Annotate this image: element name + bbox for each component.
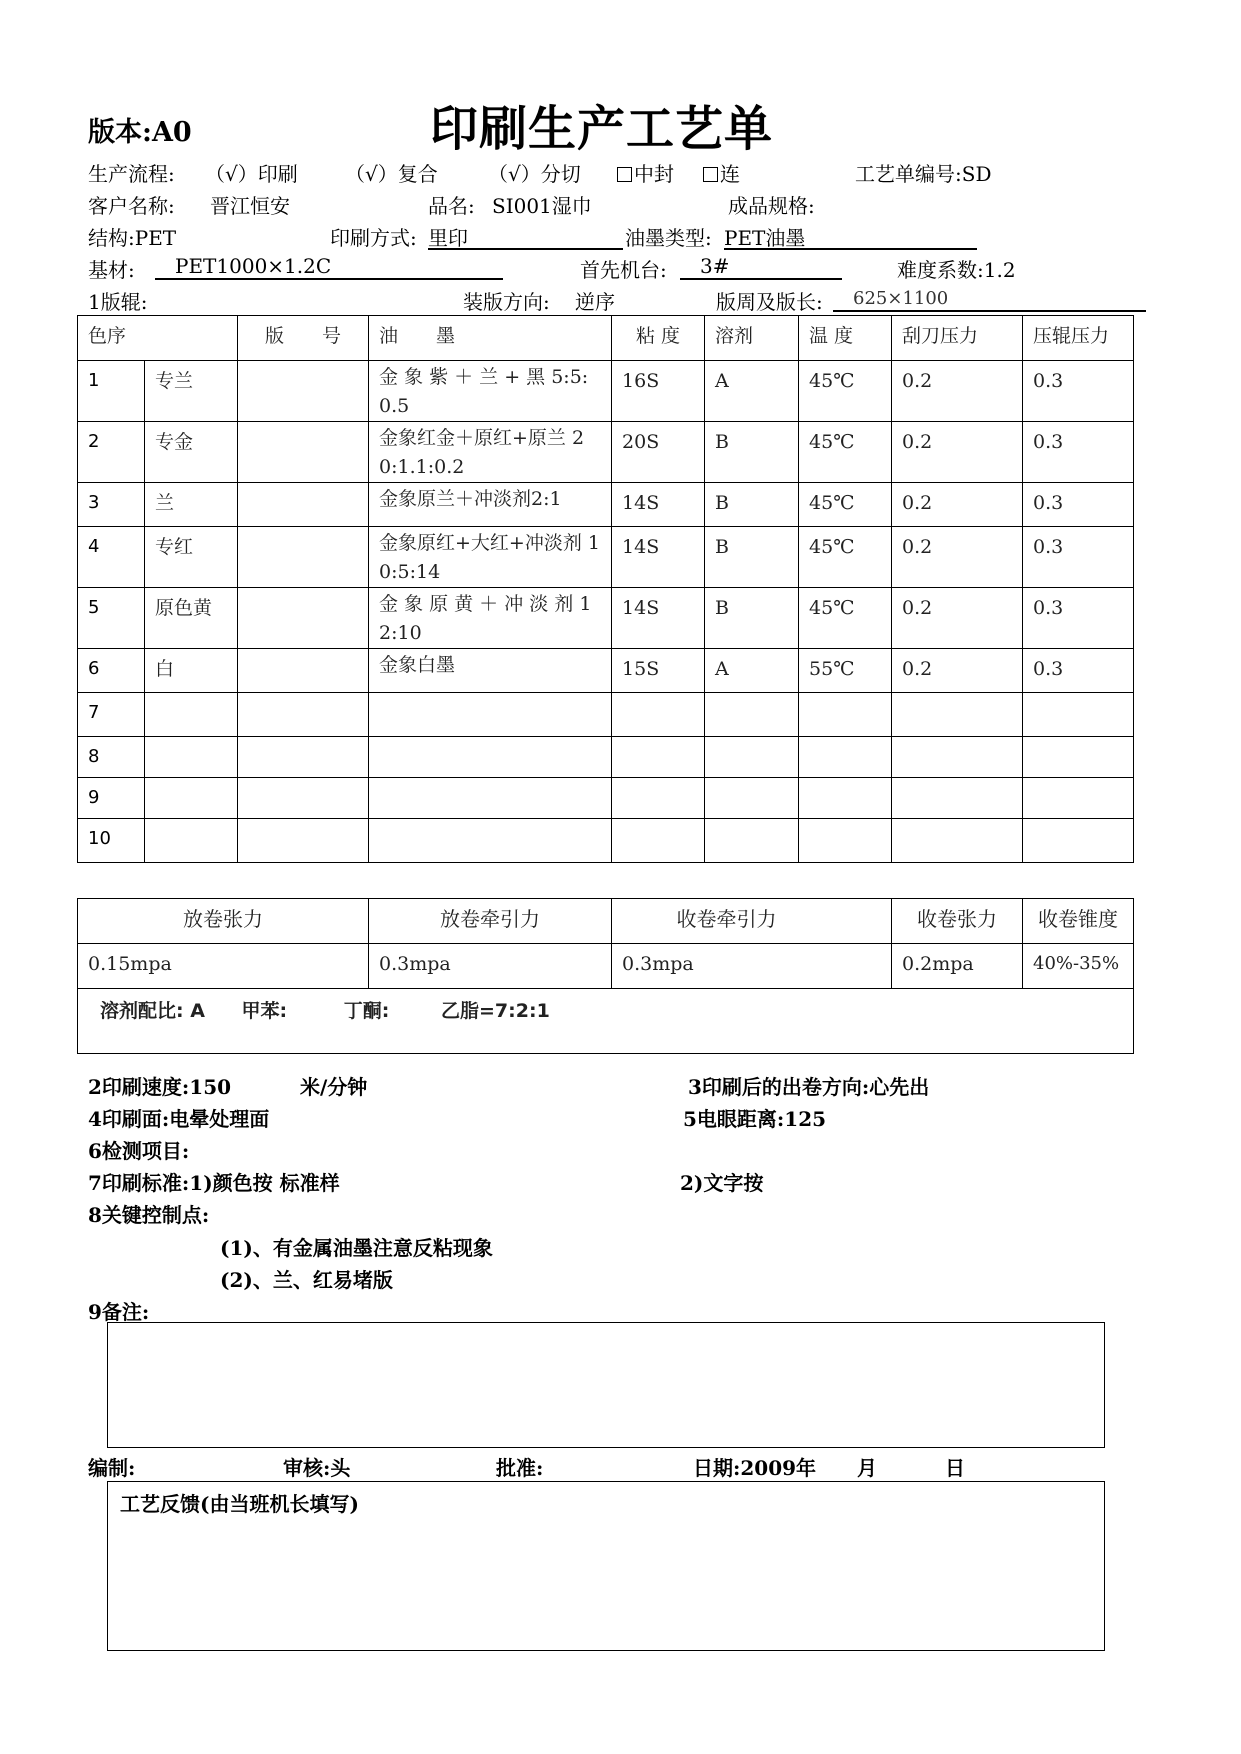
plate-number-cell[interactable] [238,819,369,863]
table-row [78,778,1134,819]
viscosity-cell[interactable] [612,737,705,778]
rewind-taper-header: 收卷锥度 [1023,899,1134,944]
rewind-tension-header: 收卷张力 [892,899,1023,944]
rewind-direction: 3印刷后的出卷方向:心先出 [688,1075,930,1099]
col-header-blade-pressure: 刮刀压力 [892,316,1023,361]
ink-recipe-cell[interactable] [369,693,612,737]
product-label: 品名: [428,194,475,218]
temperature-cell[interactable]: 45℃ [799,361,892,422]
approver-label: 批准: [496,1456,544,1480]
color-index-cell[interactable]: 9 [78,778,145,819]
spec-label: 成品规格: [728,194,815,218]
tension-value-row [78,944,1134,989]
mount-direction-value: 逆序 [575,290,615,314]
temperature-cell[interactable]: 45℃ [799,588,892,649]
color-name-cell[interactable] [145,693,238,737]
product-value: SI001湿巾 [492,194,592,218]
feedback-box[interactable] [107,1481,1105,1651]
version-label: 版本:A0 [88,117,192,148]
viscosity-cell[interactable]: 14S [612,527,705,588]
table-row [78,422,1134,483]
ink-recipe-cell[interactable]: 金 象 原 黄 ＋ 冲 淡 剂 12:10 [369,588,612,649]
ink-recipe-cell[interactable] [369,819,612,863]
blade-pressure-cell[interactable]: 0.2 [892,361,1023,422]
blade-pressure-cell[interactable] [892,778,1023,819]
process-table [77,315,1134,863]
table-row [78,527,1134,588]
col-header-solvent: 溶剂 [705,316,799,361]
roller-pressure-cell[interactable]: 0.3 [1023,422,1134,483]
ink-recipe-cell[interactable]: 金象红金＋原红+原兰 20:1.1:0.2 [369,422,612,483]
reviewer-label: 审核:头 [283,1456,351,1480]
temperature-cell[interactable] [799,737,892,778]
rewind-traction-header: 收卷牵引力 [612,899,892,944]
rewind-taper-value: 40%-35% [1023,944,1134,989]
plate-number-cell[interactable] [238,422,369,483]
color-name-cell[interactable]: 兰 [145,483,238,527]
blade-pressure-cell[interactable]: 0.2 [892,649,1023,693]
solvent-cell[interactable] [705,737,799,778]
viscosity-cell[interactable]: 14S [612,483,705,527]
solvent-cell[interactable]: A [705,361,799,422]
blade-pressure-cell[interactable] [892,693,1023,737]
color-index-cell[interactable]: 4 [78,527,145,588]
col-header-viscosity: 粘 度 [612,316,705,361]
color-index-cell[interactable]: 3 [78,483,145,527]
col-header-plate-no: 版 号 [238,316,369,361]
color-index-cell[interactable]: 8 [78,737,145,778]
solvent-cell[interactable]: B [705,588,799,649]
viscosity-cell[interactable] [612,778,705,819]
blade-pressure-cell[interactable]: 0.2 [892,422,1023,483]
solvent-cell[interactable] [705,778,799,819]
difficulty: 难度系数:1.2 [897,258,1016,282]
solvent-cell[interactable]: B [705,527,799,588]
flow-seal[interactable] [617,158,674,187]
viscosity-cell[interactable]: 16S [612,361,705,422]
roller-label: 1版辊: [88,290,148,314]
print-method-label: 印刷方式: [330,226,417,250]
roller-pressure-cell[interactable] [1023,819,1134,863]
roller-pressure-cell[interactable]: 0.3 [1023,649,1134,693]
inspection-items: 6检测项目: [88,1139,190,1163]
sheet-number: 工艺单编号:SD [855,162,992,186]
viscosity-cell[interactable] [612,693,705,737]
blade-pressure-cell[interactable]: 0.2 [892,527,1023,588]
eye-distance: 5电眼距离:125 [683,1107,827,1131]
key-point-2: (2)、兰、红易堵版 [220,1268,393,1292]
plate-size-field[interactable] [833,288,1146,312]
solvent-cell[interactable] [705,693,799,737]
table-row [78,361,1134,422]
ink-recipe-cell[interactable]: 金象原兰＋冲淡剂2:1 [369,483,612,527]
col-header-ink: 油 墨 [369,316,612,361]
roller-pressure-cell[interactable]: 0.3 [1023,361,1134,422]
blade-pressure-cell[interactable]: 0.2 [892,588,1023,649]
tension-header-row [78,899,1134,944]
key-points-label: 8关键控制点: [88,1203,210,1227]
viscosity-cell[interactable] [612,819,705,863]
solvent-toluene: 甲苯: [241,1000,288,1022]
remarks-box[interactable] [107,1322,1105,1448]
link-checkbox[interactable] [703,167,718,182]
unwind-tension-value: 0.15mpa [78,944,369,989]
table-header-row [78,316,1134,361]
solvent-ratio-row [78,989,1134,1054]
ink-type-label: 油墨类型: [625,226,712,250]
flow-composite: （√）复合 [345,162,438,186]
plate-size-label: 版周及版长: [716,290,823,314]
flow-print: （√）印刷 [205,162,298,186]
table-row [78,819,1134,863]
temperature-cell[interactable]: 55℃ [799,649,892,693]
machine-value: 3# [700,254,730,278]
print-speed: 2印刷速度:150 [88,1075,232,1099]
color-name-cell[interactable]: 专红 [145,527,238,588]
print-surface: 4印刷面:电晕处理面 [88,1107,270,1131]
table-row [78,693,1134,737]
roller-pressure-cell[interactable] [1023,693,1134,737]
plate-number-cell[interactable] [238,588,369,649]
plate-number-cell[interactable] [238,693,369,737]
color-index-cell[interactable]: 6 [78,649,145,693]
machine-label: 首先机台: [580,258,667,282]
flow-seal-label: 中封 [634,162,674,186]
blade-pressure-cell[interactable] [892,819,1023,863]
substrate-value: PET1000×1.2C [175,254,332,278]
table-row [78,483,1134,527]
plate-number-cell[interactable] [238,649,369,693]
table-row [78,588,1134,649]
viscosity-cell[interactable]: 20S [612,422,705,483]
color-name-cell[interactable]: 白 [145,649,238,693]
page-title: 印刷生产工艺单 [430,101,774,157]
plate-number-cell[interactable] [238,483,369,527]
structure: 结构:PET [88,226,177,250]
solvent-cell[interactable] [705,819,799,863]
solvent-ester: 乙脂=7:2:1 [441,1000,550,1022]
customer-label: 客户名称: [88,194,175,218]
color-name-cell[interactable]: 原色黄 [145,588,238,649]
roller-pressure-cell[interactable] [1023,778,1134,819]
ink-type-field[interactable] [724,222,977,250]
flow-cut: （√）分切 [488,162,581,186]
color-index-cell[interactable]: 5 [78,588,145,649]
substrate-label: 基材: [88,258,135,282]
ink-recipe-cell[interactable] [369,778,612,819]
ink-recipe-cell[interactable]: 金象白墨 [369,649,612,693]
solvent-ratio-label: 溶剂配比: A [100,1000,205,1022]
col-header-roller-pressure: 压辊压力 [1023,316,1134,361]
key-point-1: (1)、有金属油墨注意反粘现象 [220,1236,493,1260]
unwind-traction-header: 放卷牵引力 [369,899,612,944]
col-header-temperature: 温 度 [799,316,892,361]
temperature-cell[interactable]: 45℃ [799,527,892,588]
date-label: 日期:2009年 [693,1456,817,1480]
feedback-label: 工艺反馈(由当班机长填写) [120,1492,359,1516]
solvent-cell[interactable]: A [705,649,799,693]
customer-value: 晋江恒安 [210,194,290,218]
plate-number-cell[interactable] [238,527,369,588]
color-name-cell[interactable]: 专金 [145,422,238,483]
plate-number-cell[interactable] [238,778,369,819]
table-row [78,649,1134,693]
roller-pressure-cell[interactable] [1023,737,1134,778]
temperature-cell[interactable]: 45℃ [799,422,892,483]
plate-size-value: 625×1100 [853,288,949,309]
color-name-cell[interactable] [145,819,238,863]
plate-number-cell[interactable] [238,737,369,778]
temperature-cell[interactable] [799,819,892,863]
color-name-cell[interactable] [145,778,238,819]
print-speed-unit: 米/分钟 [300,1075,368,1099]
color-index-cell[interactable]: 1 [78,361,145,422]
col-header-color-order: 色序 [78,316,238,361]
ink-type-value: PET油墨 [724,226,806,250]
print-method-value: 里印 [428,226,468,250]
roller-pressure-cell[interactable]: 0.3 [1023,588,1134,649]
ink-recipe-cell[interactable]: 金 象 紫 ＋ 兰 + 黑 5:5:0.5 [369,361,612,422]
flow-label: 生产流程: [88,162,175,186]
seal-checkbox[interactable] [617,167,632,182]
month-label: 月 [857,1456,877,1480]
roller-pressure-cell[interactable]: 0.3 [1023,483,1134,527]
mount-direction-label: 装版方向: [463,290,550,314]
color-name-cell[interactable]: 专兰 [145,361,238,422]
flow-link-label: 连 [720,162,740,186]
temperature-cell[interactable]: 45℃ [799,483,892,527]
text-standard: 2)文字按 [680,1171,764,1195]
temperature-cell[interactable] [799,693,892,737]
color-index-cell[interactable]: 2 [78,422,145,483]
temperature-cell[interactable] [799,778,892,819]
unwind-tension-header: 放卷张力 [78,899,369,944]
blade-pressure-cell[interactable] [892,737,1023,778]
print-standard: 7印刷标准:1)颜色按 标准样 [88,1171,340,1195]
editor-label: 编制: [88,1456,136,1480]
roller-pressure-cell[interactable]: 0.3 [1023,527,1134,588]
solvent-cell[interactable]: B [705,483,799,527]
viscosity-cell[interactable]: 14S [612,588,705,649]
tension-table [77,898,1134,1054]
color-index-cell[interactable]: 7 [78,693,145,737]
rewind-tension-value: 0.2mpa [892,944,1023,989]
machine-field[interactable] [680,254,842,280]
plate-number-cell[interactable] [238,361,369,422]
color-name-cell[interactable] [145,737,238,778]
viscosity-cell[interactable]: 15S [612,649,705,693]
solvent-cell[interactable]: B [705,422,799,483]
remarks-label: 9备注: [88,1300,150,1324]
flow-link[interactable] [703,158,740,187]
day-label: 日 [945,1456,965,1480]
rewind-traction-value: 0.3mpa [612,944,892,989]
substrate-field[interactable] [155,254,503,280]
color-index-cell[interactable]: 10 [78,819,145,863]
unwind-traction-value: 0.3mpa [369,944,612,989]
table-row [78,737,1134,778]
solvent-butanone: 丁酮: [343,1000,390,1022]
blade-pressure-cell[interactable]: 0.2 [892,483,1023,527]
ink-recipe-cell[interactable]: 金象原红+大红+冲淡剂 10:5:14 [369,527,612,588]
ink-recipe-cell[interactable] [369,737,612,778]
print-method-field[interactable] [428,222,623,250]
